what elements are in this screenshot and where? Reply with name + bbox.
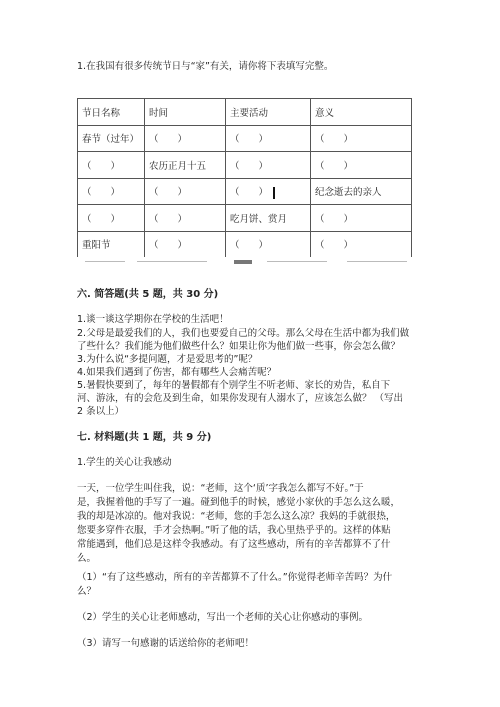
table-header-row bbox=[78, 99, 412, 126]
table-cell: 吃月饼、赏月 bbox=[226, 205, 311, 232]
header-cell: 节日名称 bbox=[78, 99, 145, 126]
scan-dash bbox=[85, 261, 125, 262]
section-6-line: 河、游泳，有的会危及到生命，如果你发现有人溺水了，应该怎么做？ （写出 bbox=[77, 393, 404, 404]
table-row bbox=[78, 152, 412, 179]
section-6-line: 3.为什么说“多提问题，才是爱思考的”呢？ bbox=[77, 354, 258, 365]
table-cell: （ ） bbox=[145, 125, 226, 152]
scan-dash bbox=[267, 261, 327, 262]
material-question-1: （1）“有了这些感动，所有的辛苦都算不了什么。”你觉得老师辛苦吗？为什 bbox=[77, 572, 393, 583]
scan-artifact bbox=[77, 260, 411, 264]
table-cell-text: （ ） bbox=[230, 187, 269, 198]
section-7-title: 七. 材料题(共 1 题，共 9 分) bbox=[77, 432, 212, 443]
table-row bbox=[78, 125, 412, 152]
table-cell: （ ） bbox=[78, 205, 145, 232]
question-1: 1.在我国有很多传统节日与“家”有关，请你将下表填写完整。 bbox=[77, 61, 334, 72]
table-cell: （ ） bbox=[226, 152, 311, 179]
passage-line: 一天，一位学生叫住我，说：“老师，这个‘质’字我怎么都写不好。”于 bbox=[77, 483, 364, 494]
table-cell: （ ） bbox=[78, 152, 145, 179]
table-cell: （ ） bbox=[311, 205, 412, 232]
section-6-line: 1.谈一谈这学期你在学校的生活吧！ bbox=[77, 314, 229, 325]
scan-dash bbox=[137, 261, 207, 262]
section-7-subtitle: 1.学生的关心让我感动 bbox=[77, 457, 172, 468]
material-question-3: （3）请写一句感谢的话送给你的老师吧！ bbox=[77, 638, 255, 649]
passage-line: 常能遇到，他们总是这样令我感动。有了这些感动，所有的辛苦都算不了什 bbox=[77, 539, 391, 550]
table-cell: 重阳节 bbox=[78, 231, 145, 257]
table-cell: 春节（过年） bbox=[78, 125, 145, 152]
passage-line: 是，我握着他的手写了一遍。碰到他手的时候，感觉小家伙的手怎么这么暖， bbox=[77, 497, 401, 508]
table-cell: （ ） bbox=[78, 178, 145, 205]
passage-line: 我的却是冰凉的。他对我说：“老师，您的手怎么这么凉？我妈的手就很热， bbox=[77, 511, 396, 522]
section-6-line: 了些什么？我们能为他们做些什么？如果让你为他们做一些事，你会怎么做？ bbox=[77, 341, 401, 352]
scan-blob bbox=[234, 260, 252, 264]
table-cell: （ ） bbox=[145, 231, 226, 257]
section-6-line: 2.父母是最爱我们的人，我们也要爱自己的父母。那么父母在生活中都为我们做 bbox=[77, 328, 410, 339]
header-cell: 时间 bbox=[145, 99, 226, 126]
table-cell: （ ） bbox=[145, 205, 226, 232]
header-cell: 意义 bbox=[311, 99, 412, 126]
material-question-2: （2）学生的关心让老师感动，写出一个老师的关心让你感动的事例。 bbox=[77, 612, 369, 623]
table-cell: （ ） bbox=[311, 231, 412, 257]
table-cell: （ ） bbox=[226, 231, 311, 257]
section-6-line: 5.暑假快要到了，每年的暑假都有个别学生不听老师、家长的劝告，私自下 bbox=[77, 380, 391, 391]
header-cell: 主要活动 bbox=[226, 99, 311, 126]
table-row bbox=[78, 205, 412, 232]
section-6-line: 4.如果我们遇到了伤害，都有哪些人会痛苦呢？ bbox=[77, 367, 277, 378]
table-row bbox=[78, 178, 412, 205]
table-cell: 农历正月十五 bbox=[145, 152, 226, 179]
material-question-1-cont: 么？ bbox=[77, 586, 97, 597]
scan-dash bbox=[347, 261, 407, 262]
festival-table bbox=[77, 98, 412, 257]
table-row bbox=[78, 231, 412, 257]
table-cell: （ ） bbox=[145, 178, 226, 205]
table-cell bbox=[226, 178, 311, 205]
section-6-line: 2 条以上） bbox=[77, 406, 125, 417]
text-cursor-mark bbox=[273, 187, 275, 199]
section-6-title: 六. 简答题(共 5 题，共 30 分) bbox=[77, 289, 219, 300]
table-cell: （ ） bbox=[311, 152, 412, 179]
table-cell: （ ） bbox=[226, 125, 311, 152]
table-cell: 纪念逝去的亲人 bbox=[311, 178, 412, 205]
passage-line: 么。 bbox=[77, 553, 97, 564]
passage-line: 您要多穿件衣服，手才会热啊。”听了他的话，我心里热乎乎的。这样的体贴 bbox=[77, 525, 391, 536]
table-cell: （ ） bbox=[311, 125, 412, 152]
